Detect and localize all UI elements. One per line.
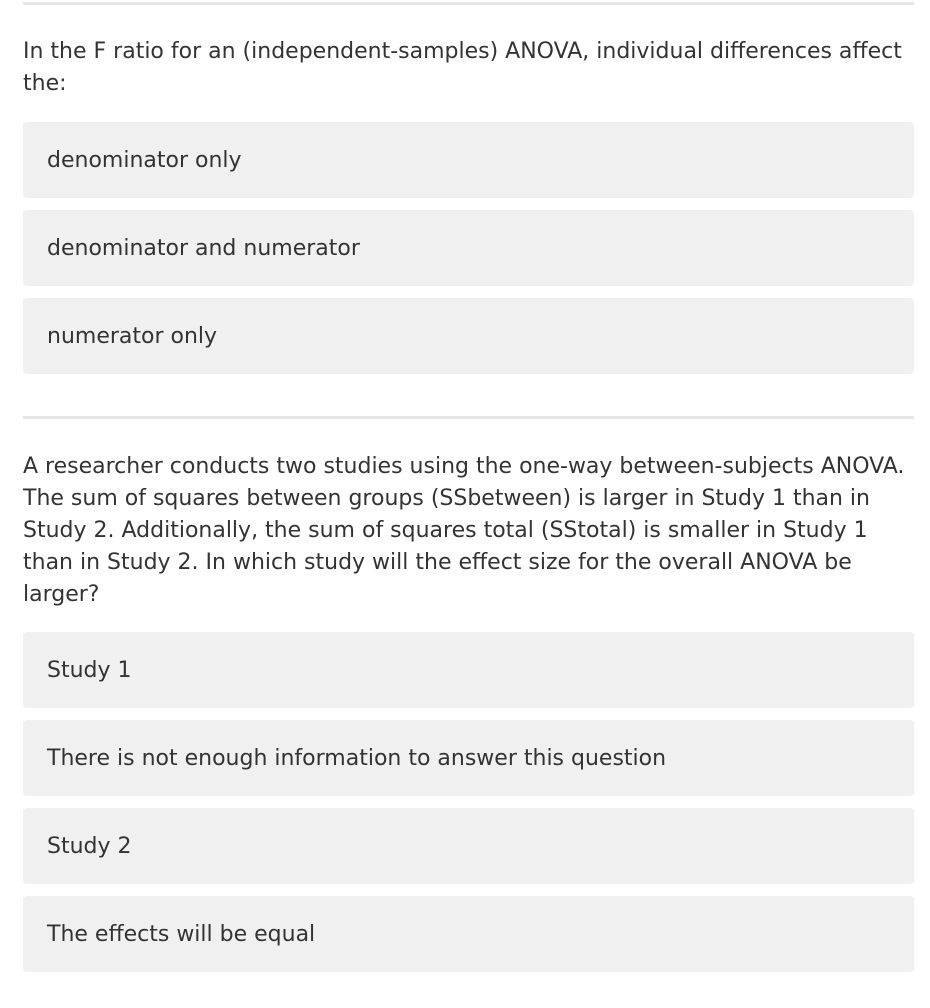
answer-option-study-2[interactable]: Study 2 (23, 808, 914, 884)
question-1-text: In the F ratio for an (independent-samples) ANOVA, individual differences affect the: (23, 39, 902, 96)
question-divider (23, 416, 914, 419)
answer-option-denominator-and-numerator[interactable]: denominator and numerator (23, 210, 914, 286)
answer-option-denominator-only[interactable]: denominator only (23, 122, 914, 198)
top-divider (23, 2, 914, 5)
answer-option-numerator-only[interactable]: numerator only (23, 298, 914, 374)
answer-option-effects-equal[interactable]: The effects will be equal (23, 896, 914, 972)
answer-option-study-1[interactable]: Study 1 (23, 632, 914, 708)
question-2-text: A researcher conducts two studies using the one-way between-subjects ANOVA. The sum of squares between groups (SSbetween) is larger in Study 1 than in Study 2. Additionally, the sum of squares total (SStotal) is smaller in Study 1 than in Study 2. In which study will the effect size for the overall ANOVA be larger? (23, 454, 905, 607)
answer-option-not-enough-information[interactable]: There is not enough information to answer this question (23, 720, 914, 796)
